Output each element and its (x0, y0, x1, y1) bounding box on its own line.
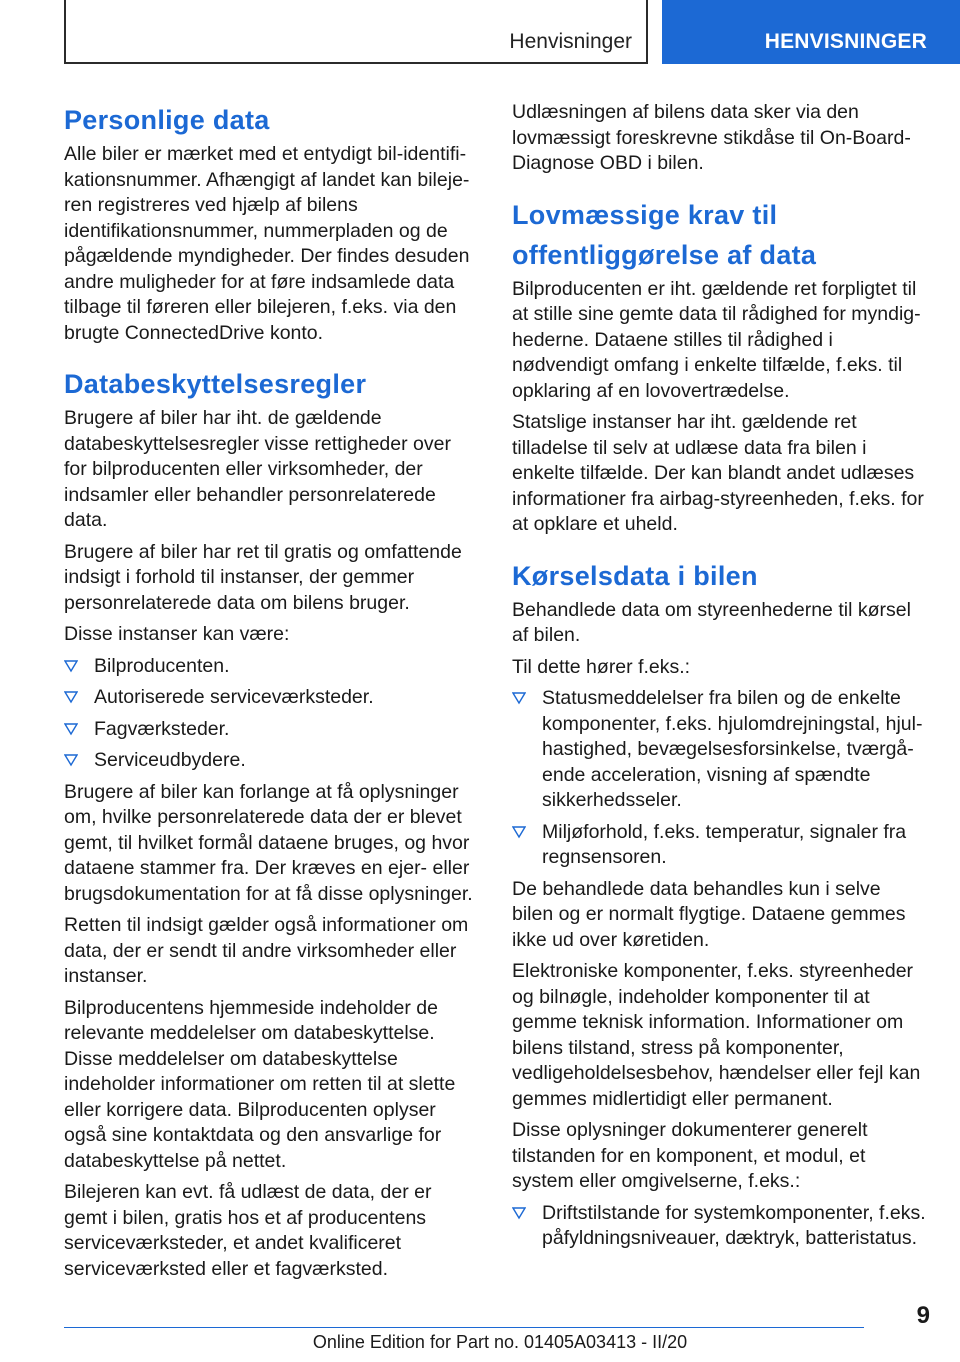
paragraph: Udlæsningen af bilens data sker via den lovmæssigt foreskrevne stikdåse til On-Board-Diagnose OBD i bilen. (512, 101, 911, 174)
paragraph: Bilejeren kan evt. få udlæst de data, der er gemt i bilen, gratis hos et af producentens serviceværksteder, et andet kvalificeret serviceværksted eller et fagværksted. (64, 1181, 432, 1280)
list-item (64, 748, 478, 774)
paragraph: Disse instanser kan være: (64, 623, 290, 645)
paragraph: Brugere af biler har ret til gratis og omfattende indsigt i forhold til instanser, der gemmer personrelaterede data om bilens bruger. (64, 540, 462, 614)
heading-legal-requirements: Lovmæssige krav til offentliggørelse af data (512, 199, 817, 270)
page-number: 9 (916, 1302, 930, 1329)
paragraph: Disse oplysninger dokumenterer generelt tilstanden for en komponent, et modul, et system eller omgivelserne, f.eks.: (512, 1119, 868, 1192)
bullet-list-driving-data (512, 686, 926, 871)
list-item-text: Miljøforhold, f.eks. temperatur, signaler fra regnsensoren. (542, 820, 907, 868)
triangle-bullet-icon (64, 659, 78, 673)
bullet-list-states (512, 1201, 926, 1252)
heading-data-protection: Databeskyttelsesregler (64, 369, 367, 399)
paragraph: De behandlede data behandles kun i selve bilen og er normalt flygtige. Dataene gemmes ikke ud over køretiden. (512, 877, 906, 951)
paragraph: Brugere af biler har iht. de gældende databeskyttelsesregler visse rettigheder over for bilproducenten eller virksomheder, der indsamler eller behandler personrelaterede data. (64, 407, 451, 531)
paragraph: Bilproducenten er iht. gældende ret forpligtet til at stille sine gemte data til rådighed for myndighederne. Dataene stilles til rådighed i nødvendigt omfang i enkelte tilfælde, f.eks. til opklaring af en lovovertrædelse. (512, 277, 921, 402)
list-item (512, 686, 926, 814)
list-item (512, 1201, 926, 1252)
list-item (512, 820, 926, 871)
footer-edition: Online Edition for Part no. 01405A03413 - II/20 (312, 1332, 688, 1352)
header-section-box (64, 0, 648, 64)
list-item-text: Bilproducenten. (94, 654, 230, 677)
paragraph: Retten til indsigt gælder også informationer om data, der er sendt til andre virksomheder eller instanser. (64, 914, 469, 987)
heading-personal-data: Personlige data (64, 105, 270, 135)
paragraph: Statslige instanser har iht. gældende ret tilladelse til selv at udlæse data fra bilen i enkelte tilfælde. Der kan blandt andet udlæses informationer fra airbag-styreenheden, f.eks. for at opklare et uheld. (512, 411, 924, 535)
triangle-bullet-icon (64, 722, 78, 736)
paragraph: Elektroniske komponenter, f.eks. styreenheder og bilnøgle, indeholder komponenter til at gemme teknisk information. Informationer om bilens tilstand, stress på komponenter, vedligeholdelsesbehov, hændelser eller fejl kan gemmes midlertidigt eller permanent. (512, 960, 921, 1110)
footer-rule (64, 1327, 864, 1328)
header-section-title: Henvisninger (509, 30, 632, 53)
triangle-bullet-icon (512, 691, 526, 705)
bullet-list-instances (64, 654, 478, 774)
header-badge-label: HENVISNINGER (764, 30, 927, 53)
heading-driving-data: Kørselsdata i bilen (512, 560, 758, 591)
triangle-bullet-icon (64, 753, 78, 767)
paragraph: Brugere af biler kan forlange at få oplysninger om, hvilke personrelaterede data der er blevet gemt, til hvilket formål dataene bruges, og hvor dataene stammer fra. Der kræves en ejer- eller brugsdokumentation for at få disse oplysninger. (64, 780, 473, 905)
triangle-bullet-icon (64, 690, 78, 704)
triangle-bullet-icon (512, 1206, 526, 1220)
paragraph: Til dette hører f.eks.: (512, 655, 691, 678)
left-column (64, 100, 478, 1288)
list-item-text: Autoriserede serviceværksteder. (94, 686, 374, 708)
list-item-text: Fagværksteder. (94, 717, 230, 740)
triangle-bullet-icon (512, 825, 526, 839)
paragraph: Bilproducentens hjemmeside indeholder de relevante meddelelser om databeskyttelse. Disse meddelelser om databeskyttelse indeholder informationer om retten til at slette eller korrigere data. Bilproducenten oplyser også sine kontaktdata og den ansvarlige for databeskyttelse på nettet. (64, 996, 456, 1172)
list-item (64, 717, 478, 743)
list-item (64, 654, 478, 680)
paragraph: Behandlede data om styreenhederne til kørsel af bilen. (512, 598, 911, 646)
list-item-text: Serviceudbydere. (94, 749, 246, 771)
paragraph: Alle biler er mærket med et entydigt bil-identifikationsnummer. Afhængigt af landet kan bilejeren registreres ved hjælp af bilens identifikationsnummer, nummerpladen og de pågældende myndigheder. Der findes desuden andre muligheder for at føre indsamlede data tilbage til føreren eller bilejeren, f.eks. via den brugte ConnectedDrive konto. (64, 143, 470, 344)
right-column (512, 100, 926, 1258)
list-item-text: Statusmeddelelser fra bilen og de enkelte komponenter, f.eks. hjulomdrejningstal, hjulhastighed, bevægelsesforsinkelse, tværgående acceleration, visning af spændte sikkerhedsseler. (542, 687, 923, 811)
header-badge (662, 0, 960, 64)
list-item-text: Driftstilstande for systemkomponenter, f.eks. påfyldningsniveauer, dæktryk, batteristatus. (542, 1201, 926, 1249)
list-item (64, 685, 478, 711)
